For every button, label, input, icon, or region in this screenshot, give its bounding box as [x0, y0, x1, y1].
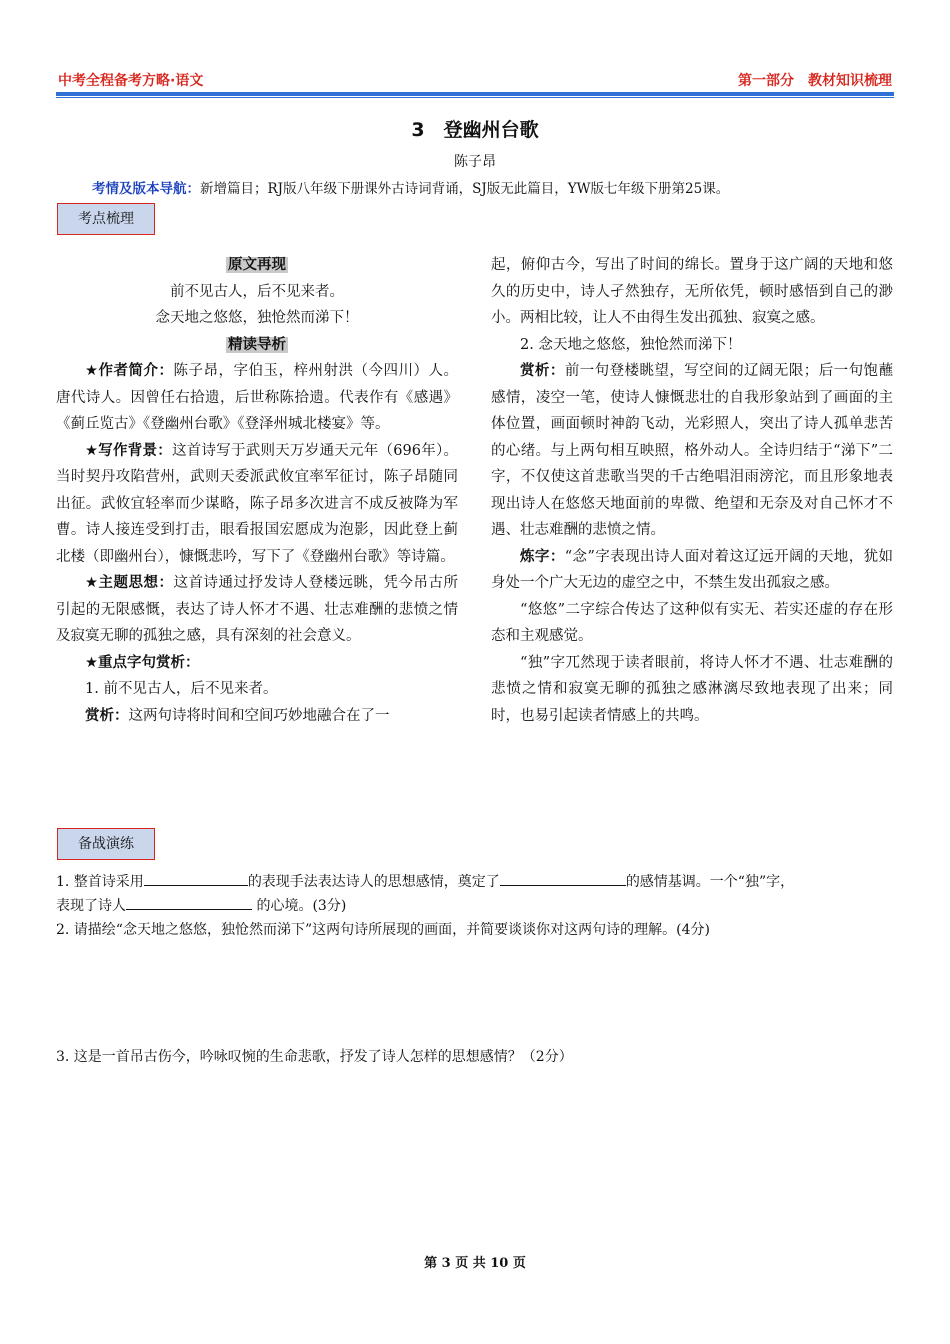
key-line-1: 1. 前不见古人，后不见来者。	[85, 681, 278, 697]
header-left-title: 中考全程备考方略·语文	[58, 73, 204, 89]
section-badge-review: 考点梳理	[57, 203, 155, 235]
appreciation-1-start: 赏析：这两句诗将时间和空间巧妙地融合在了一	[85, 707, 390, 724]
header-right-title: 第一部分 教材知识梳理	[738, 73, 892, 89]
poem-author: 陈子昂	[454, 154, 496, 170]
page-title: 3 登幽州台歌	[411, 119, 539, 141]
right-column	[491, 252, 893, 729]
word-refining-1: 炼字：“念”字表现出诗人面对着这辽远开阔的天地，犹如身处一个广大无边的虚空之中，不禁生发出孤寂之感。	[491, 548, 894, 591]
page-footer: 第 3 页 共 10 页	[424, 1256, 526, 1271]
author-intro: ★作者简介：陈子昂，字伯玉，梓州射洪（今四川）人。唐代诗人。因曾任右拾遗，后世称陈拾遗。代表作有《感遇》《蓟丘览古》《登幽州台歌》《登泽州城北楼宴》等。	[56, 363, 458, 432]
answer-blank-3[interactable]	[126, 894, 252, 910]
word-refining-3: “独”字兀然现于读者眼前，将诗人怀才不遇、壮志难酬的悲愤之情和寂寞无聊的孤独之感淋漓尽致地表现了出来；同时，也易引起读者情感上的共鸣。	[491, 654, 893, 724]
question-1: 1. 整首诗采用 的表现手法表达诗人的思想感情，奠定了 的感情基调。一个“独”字， 表现了诗人 的心境。(3分)	[56, 870, 896, 918]
word-refining-2: “悠悠”二字综合传达了这种似有实无、若实还虚的存在形态和主观感觉。	[491, 601, 893, 644]
question-2: 2. 请描绘“念天地之悠悠，独怆然而涕下”这两句诗所展现的画面，并简要谈谈你对这两句诗的理解。(4分)	[56, 922, 710, 938]
nav-text: 新增篇目；RJ版八年级下册课外古诗词背诵，SJ版无此篇目，YW版七年级下册第25课。	[200, 181, 730, 197]
writing-background: ★写作背景：这首诗写于武则天万岁通天元年（696年）。当时契丹攻陷营州，武则天委派武攸宜率军征讨，陈子昂随同出征。武攸宜轻率而少谋略，陈子昂多次进言不成反被降为军曹。诗人接连受到打击，眼看报国宏愿成为泡影，因此登上蓟北楼（即幽州台），慷慨悲吟，写下了《登幽州台歌》等诗篇。	[56, 442, 458, 565]
header-rule-thin	[56, 97, 894, 98]
answer-blank-1[interactable]	[144, 870, 248, 886]
poem-line-2: 念天地之悠悠，独怆然而涕下！	[155, 310, 359, 326]
section-badge-practice: 备战演练	[57, 828, 155, 860]
guide-heading: 精读导析	[228, 336, 286, 353]
exam-navigation	[92, 177, 729, 197]
key-lines-heading: ★重点字句赏析：	[85, 654, 200, 671]
appreciation-2: 赏析：前一句登楼眺望，写空间的辽阔无限；后一句饱蘸感情，凌空一笔，使诗人慷慨悲壮的自我形象站到了画面的主体位置，画面顿时神韵飞动，光彩照人，突出了诗人孤单悲苦的心绪。与上两句相互映照，格外动人。全诗归结于“涕下”二字，不仅使这首悲歌当哭的千古绝唱泪雨滂沱，而且形象地表现出诗人在悠悠天地面前的卑微、绝望和无奈及对自己怀才不遇、壮志难酬的悲愤之情。	[491, 363, 893, 538]
original-heading: 原文再现	[228, 257, 286, 273]
appreciation-1-cont: 起，俯仰古今，写出了时间的绵长。置身于这广阔的天地和悠久的历史中，诗人孑然独存，无所依凭，顿时感悟到自己的渺小。两相比较，让人不由得生发出孤独、寂寞之感。	[491, 257, 893, 326]
header-rule	[56, 92, 894, 96]
answer-blank-2[interactable]	[500, 870, 626, 886]
left-column	[56, 252, 458, 729]
key-line-2: 2. 念天地之悠悠，独怆然而涕下！	[520, 336, 742, 353]
nav-label: 考情及版本导航：	[92, 181, 200, 197]
poem-line-1: 前不见古人，后不见来者。	[170, 283, 344, 300]
question-3: 3. 这是一首吊古伤今，吟咏叹惋的生命悲歌，抒发了诗人怎样的思想感情？（2分）	[56, 1049, 573, 1065]
theme-idea: ★主题思想：这首诗通过抒发诗人登楼远眺，凭今吊古所引起的无限感慨，表达了诗人怀才不遇、壮志难酬的悲愤之情及寂寞无聊的孤独之感，具有深刻的社会意义。	[56, 575, 458, 644]
